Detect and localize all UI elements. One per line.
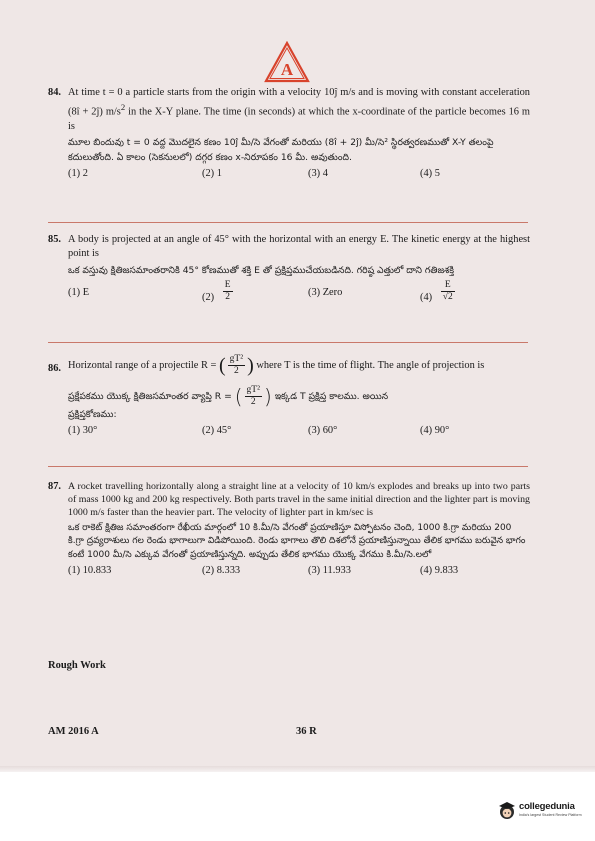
options	[68, 167, 530, 183]
question-text-en: Horizontal range of a projectile R = ( $\frac{\text{gT²}}{2}$ ) where T is the time of flight. The angle of projection is	[68, 354, 485, 377]
option-1: (1) 10.833	[68, 565, 112, 577]
question-text-en: At time t = 0 a particle starts from the origin with a velocity 10ĵ m/s and is moving with constant acceleration (8î + 2ĵ) $m/s^2$ in the X-Y plane. The time (in seconds) at which the x-coordinate of the particle becomes 16 m is	[68, 87, 530, 133]
option-2: (2) 45°	[202, 425, 232, 437]
question-text-te: ప్రక్షేపకము యొక్క క్షితిజసమాంతర వ్యాప్తి R = ( $\frac{\text{gT²}}{2}$ ) ఇక్కడ T ప్రక్షిప్త కాలము. అయిన ప్రక్షిప్తకోణము:	[68, 384, 389, 420]
question-85	[48, 233, 530, 306]
divider	[48, 466, 528, 467]
option-3: (3) Zero	[308, 286, 343, 298]
option-1: (1) 2	[68, 167, 88, 179]
graduate-avatar-icon	[497, 800, 517, 822]
paper-code: AM 2016 A	[48, 726, 99, 737]
option-4: (4) 90°	[420, 425, 450, 437]
option-3: (3) 60°	[308, 425, 338, 437]
question-text-te: మూల బిందువు t = 0 వద్ద మొదలైన కణం 10ĵ మీ/సె వేగంతో మరియు (8î + 2ĵ) మీ/సె² స్థిరత్వరణముతో X-Y తలంపై కదులుతోంది. ఏ కాలం (సెకనులలో) దగ్గర కణం x-నిరూపకం 16 మీ. అవుతుంది.	[68, 137, 494, 163]
collegedunia-watermark	[497, 800, 582, 822]
option-1: (1) E	[68, 286, 90, 298]
question-text-te: ఒక వస్తువు క్షితిజసమాంతరానికి 45° కోణముతో శక్తి E తో ప్రక్షిప్తముచేయబడినది. గరిష్ఠ ఎత్తులో దాని గతిజశక్తి	[68, 264, 455, 276]
options	[68, 280, 530, 306]
question-text-en: A rocket travelling horizontally along a straight line at a velocity of 10 km/s explodes and breaks up into two parts of mass 1000 kg and 200 kg respectively. Both parts travel in the same initial direction and the lighter part is moving 1000 m/s faster than the heavier part. The velocity of lighter part in km/sec is	[68, 481, 530, 519]
page-number: 36 R	[296, 726, 317, 737]
question-84	[48, 86, 530, 183]
question-number: 87.	[48, 481, 61, 492]
options	[68, 424, 530, 440]
watermark-brand: collegedunia	[519, 801, 575, 812]
question-text-te: ఒక రాకెట్ క్షితిజ సమాంతరంగా రేఖీయ మార్గంలో 10 కి.మీ/సె వేగంతో ప్రయాణిస్తూ విస్ఫోటనం చెంది, 1000 కి.గ్రా మరియు 200 కి.గ్రా ద్రవ్యరాశులు గల రెండు భాగాలుగా విడిపోయింది. రెండు భాగాలు తొలి దిశలోనే ప్రయాణిస్తున్నాయి తేలిక భాగము బరువైన భాగం కంటే 1000 మీ/సె ఎక్కువ వేగంతో ప్రయాణిస్తున్నది. అప్పుడు తేలిక భాగము యొక్క వేగము కి.మీ/సె.లలో	[68, 522, 526, 560]
rough-work-label: Rough Work	[48, 660, 106, 671]
question-86	[48, 354, 530, 440]
question-87	[48, 480, 530, 580]
option-2: (2) 8.333	[202, 565, 241, 577]
option-3: (3) 4	[308, 167, 328, 179]
question-number: 85.	[48, 234, 61, 245]
option-4: (4) $\frac{E}{√2}$	[420, 279, 453, 303]
option-4: (4) 5	[420, 167, 440, 179]
divider	[48, 222, 528, 223]
divider	[48, 342, 528, 343]
option-2: (2) 1	[202, 167, 222, 179]
options	[68, 564, 530, 580]
question-number: 84.	[48, 87, 61, 98]
set-a-triangle-logo	[264, 41, 310, 83]
set-letter: A	[280, 60, 294, 79]
question-number: 86.	[48, 363, 61, 374]
option-3: (3) 11.933	[308, 565, 351, 577]
option-4: (4) 9.833	[420, 565, 459, 577]
question-text-en: A body is projected at an angle of 45° with the horizontal with an energy E. The kinetic energy at the highest point is	[68, 234, 530, 260]
option-2: (2) $\frac{E}{2}$	[202, 279, 231, 303]
watermark-tagline: India's largest Student Review Platform	[519, 813, 582, 817]
option-1: (1) 30°	[68, 425, 98, 437]
